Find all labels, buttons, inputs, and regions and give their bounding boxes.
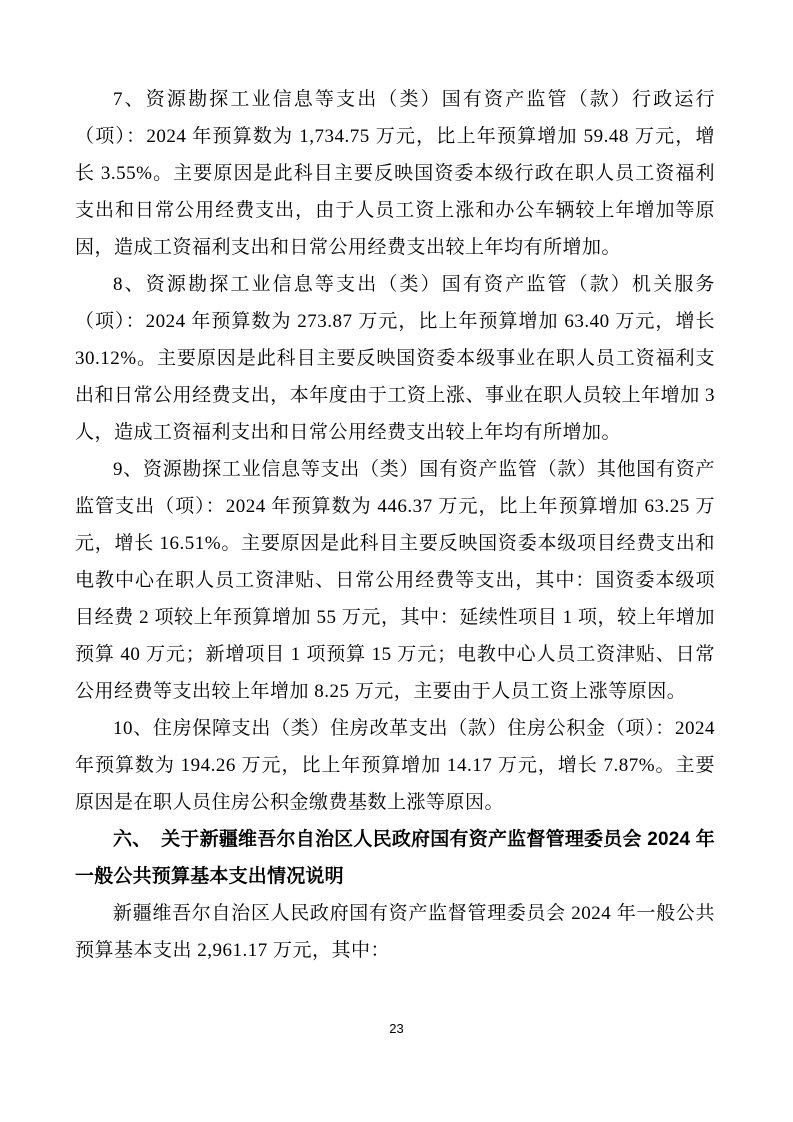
paragraph-item-10: 10、住房保障支出（类）住房改革支出（款）住房公积金（项）：2024 年预算数为 194.26 万元，比上年预算增加 14.17 万元，增长 7.87%。主要原因是在职人员住房公积金缴费基数上涨等原因。 — [75, 718, 715, 813]
paragraph-item-8: 8、资源勘探工业信息等支出（类）国有资产监管（款）机关服务（项）：2024 年预算数为 273.87 万元，比上年预算增加 63.40 万元，增长 30.12%。主要原因是此科目主要反映国资委本级事业在职人员工资福利支出和日常公用经费支出，本年度由于工资上涨、事业在职人员较上年增加 3 人，造成工资福利支出和日常公用经费支出较上年均有所增加。 — [75, 274, 715, 443]
section-heading: 六、 关于新疆维吾尔自治区人民政府国有资产监督管理委员会 2024 年一般公共预算基本支出情况说明 — [75, 829, 715, 887]
section-intro-paragraph: 新疆维吾尔自治区人民政府国有资产监督管理委员会 2024 年一般公共预算基本支出 2,961.17 万元，其中： — [75, 903, 715, 961]
page-number: 23 — [389, 1021, 404, 1036]
document-body — [75, 81, 715, 969]
paragraph-item-9: 9、资源勘探工业信息等支出（类）国有资产监管（款）其他国有资产监管支出（项）：2024 年预算数为 446.37 万元，比上年预算增加 63.25 万元，增长 16.51%。主要原因是此科目主要反映国资委本级项目经费支出和电教中心在职人员工资津贴、日常公用经费等支出，其中：国资委本级项目经费 2 项较上年预算增加 55 万元，其中：延续性项目 1 项，较上年增加预算 40 万元；新增项目 1 项预算 15 万元；电教中心人员工资津贴、日常公用经费等支出较上年增加 8.25 万元，主要由于人员工资上涨等原因。 — [75, 459, 715, 702]
paragraph-item-7: 7、资源勘探工业信息等支出（类）国有资产监管（款）行政运行（项）：2024 年预算数为 1,734.75 万元，比上年预算增加 59.48 万元，增长 3.55%。主要原因是此科目主要反映国资委本级行政在职人员工资福利支出和日常公用经费支出，由于人员工资上涨和办公车辆较上年增加等原因，造成工资福利支出和日常公用经费支出较上年均有所增加。 — [75, 89, 715, 258]
